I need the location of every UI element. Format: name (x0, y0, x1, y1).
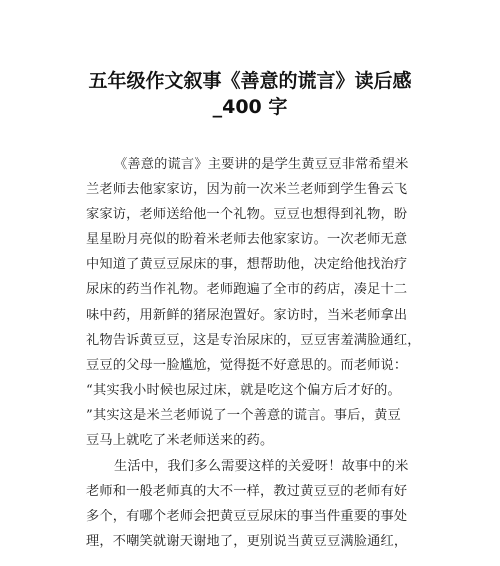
text-line: 豆马上就吃了米老师送来的药。 (86, 433, 274, 448)
document-title: 五年级作文叙事《善意的谎言》读后感 (88, 70, 412, 92)
text-line: 兰老师去他家家访，因为前一次米兰老师到学生鲁云飞 (86, 182, 408, 197)
text-line: ”其实这是米兰老师说了一个善意的谎言。事后，黄豆 (86, 408, 401, 423)
text-line: 星星盼月亮似的盼着米老师去他家家访。一次老师无意 (86, 232, 408, 247)
text-line: “其实我小时候也尿过床，就是吃这个偏方后才好的。 (86, 383, 401, 398)
text-line: 尿床的药当作礼物。老师跑遍了全市的药店，凑足十二 (86, 282, 408, 297)
text-line-paragraph-1-start: 《善意的谎言》主要讲的是学生黄豆豆非常希望米 (114, 157, 409, 172)
text-line-paragraph-2-start: 生活中，我们多么需要这样的关爱呀！故事中的米 (114, 459, 409, 474)
text-line: 多个，有哪个老师会把黄豆豆尿床的事当件重要的事处 (86, 509, 408, 524)
text-line: 家家访，老师送给他一个礼物。豆豆也想得到礼物，盼 (86, 207, 408, 222)
text-line: 老师和一般老师真的大不一样，教过黄豆豆的老师有好 (86, 484, 408, 499)
text-line: 豆豆的父母一脸尴尬，觉得挺不好意思的。而老师说： (86, 358, 408, 373)
text-line: 中知道了黄豆豆尿床的事，想帮助他，决定给他找治疗 (86, 257, 408, 272)
text-line: 礼物告诉黄豆豆，这是专治尿床的，豆豆害羞满脸通红， (86, 333, 421, 348)
text-line: 理，不嘲笑就谢天谢地了，更别说当黄豆豆满脸通红， (86, 534, 408, 549)
document-title-continuation: _400 字 (212, 96, 288, 118)
text-line: 味中药，用新鲜的猪尿泡置好。家访时，当米老师拿出 (86, 308, 408, 323)
